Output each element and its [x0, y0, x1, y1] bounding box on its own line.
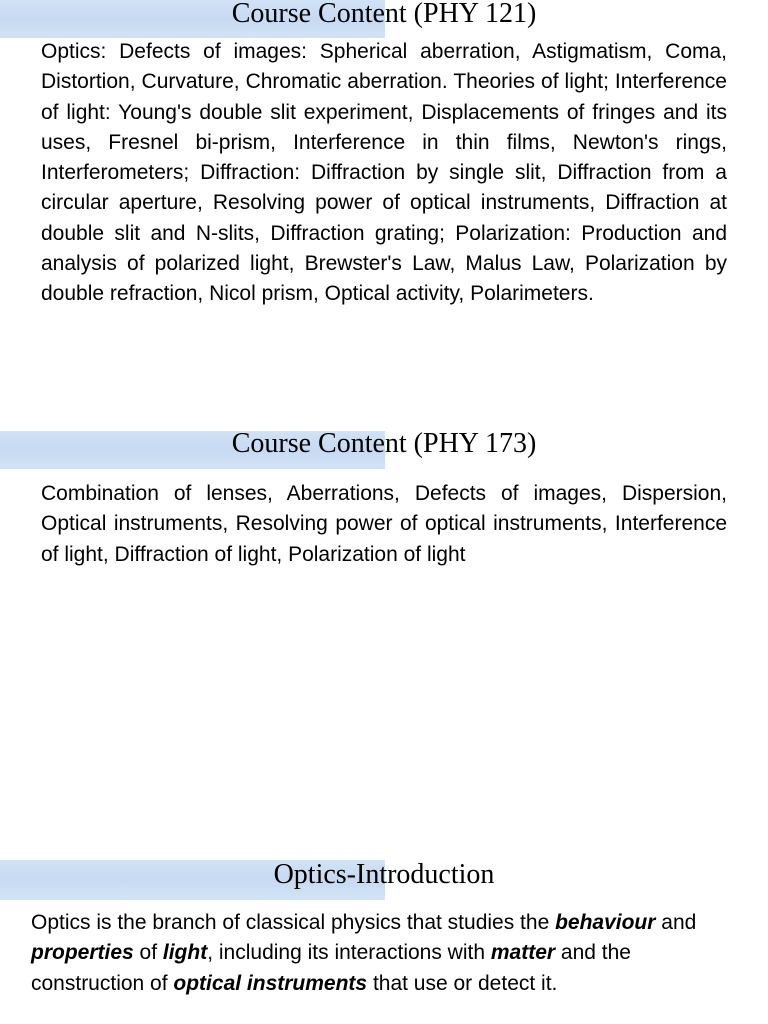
intro-text-3: of: [133, 941, 163, 965]
section-title-phy173: Course Content (PHY 173): [231, 428, 537, 459]
optics-introduction-text: [31, 908, 743, 999]
intro-text-6: that use or detect it.: [367, 971, 558, 995]
intro-emph-matter: matter: [490, 941, 556, 965]
intro-emph-properties: properties: [31, 941, 134, 965]
intro-text-5: and the construction of: [31, 941, 631, 995]
intro-text-2: and: [655, 911, 697, 934]
intro-emph-light: light: [162, 941, 208, 965]
intro-emph-behaviour: behaviour: [555, 911, 656, 934]
intro-emph-optical-instruments: optical instruments: [173, 971, 368, 995]
section-title-phy121: Course Content (PHY 121): [231, 0, 537, 29]
course-content-phy121: Optics: Defects of images: Spherical aberration, Astigmatism, Coma, Distortion, Curvature, Chromatic aberration. Theories of light; Interference of light: Young's double slit experiment, Displacements of fringes and its uses, Fresnel bi-prism, Interference in thin films, Newton's rings, Interferometers; Diffraction: Diffraction by single slit, Diffraction from a circular aperture, Resolving power of optical instruments, Diffraction at double slit and N-slits, Diffraction grating; Polarization: Production and analysis of polarized light, Brewster's Law, Malus Law, Polarization by double refraction, Nicol prism, Optical activity, Polarimeters.: [41, 40, 727, 306]
intro-text-1: Optics is the branch of classical physics that studies the: [31, 911, 556, 934]
course-content-phy173: Combination of lenses, Aberrations, Defects of images, Dispersion, Optical instruments, Resolving power of optical instruments, Interference of light, Diffraction of light, Polarization of light: [41, 482, 727, 566]
section-title-optics-introduction: Optics-Introduction: [273, 859, 495, 890]
intro-text-4: , including its interactions with: [207, 941, 491, 965]
